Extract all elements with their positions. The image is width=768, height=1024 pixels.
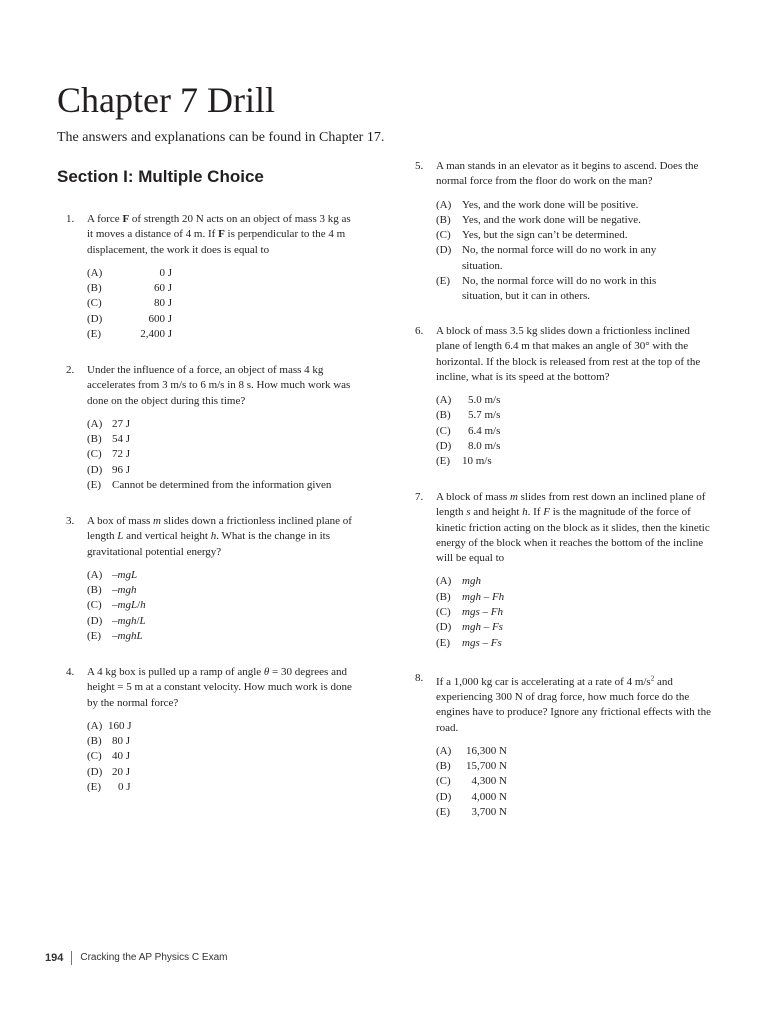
question-stem	[66, 363, 356, 409]
option-label: (A)	[87, 417, 103, 430]
option-value: 5.7 m/s	[468, 409, 501, 422]
option-value: mgh – Fs	[462, 621, 503, 634]
option-label: (B)	[436, 760, 451, 773]
option-label: (D)	[436, 244, 452, 257]
answer-option-d[interactable]	[87, 312, 356, 327]
option-label: (D)	[436, 440, 452, 453]
question-7	[415, 490, 715, 651]
question-5	[415, 159, 715, 305]
question-text: If a 1,000 kg car is accelerating at a rate of 4 $m/s^2$ and experiencing 300 N of drag force, how much force do the engines have to produce? Ignore any frictional effects with the road.	[436, 674, 711, 734]
option-label: (E)	[87, 630, 102, 643]
section-heading: Section I: Multiple Choice	[57, 167, 264, 186]
answer-options	[66, 417, 356, 493]
question-stem	[66, 665, 356, 711]
option-value: 4,000 N	[471, 790, 507, 803]
option-label: (B)	[436, 590, 451, 603]
option-value: 72 J	[112, 448, 131, 461]
answer-option-e[interactable]	[436, 274, 715, 305]
option-value: mgs – Fs	[462, 636, 502, 649]
option-value: 80 J	[112, 735, 131, 748]
answer-option-c[interactable]	[436, 774, 720, 789]
intro-text: The answers and explanations can be found in Chapter 17.	[57, 130, 385, 145]
option-value: 0 J	[159, 266, 172, 279]
answer-option-d[interactable]	[436, 790, 720, 805]
option-value: 54 J	[112, 433, 131, 446]
option-value: 6.4 m/s	[468, 424, 501, 437]
option-label: (B)	[87, 735, 102, 748]
option-value: 600 J	[148, 312, 172, 325]
option-label: (D)	[436, 621, 452, 634]
answer-option-e[interactable]	[87, 478, 356, 493]
option-label: (C)	[436, 606, 451, 619]
answer-option-d[interactable]	[436, 439, 715, 454]
question-stem	[66, 212, 356, 258]
option-value: mgs – Fh	[462, 606, 503, 619]
answer-option-c[interactable]	[87, 296, 356, 311]
option-label: (C)	[436, 229, 451, 242]
option-value: –mgh	[112, 584, 137, 597]
answer-option-c[interactable]	[87, 598, 356, 613]
question-number: 4.	[66, 666, 75, 678]
option-value: Yes, and the work done will be positive.	[462, 198, 639, 211]
option-label: (B)	[87, 282, 102, 295]
question-text: Under the influence of a force, an object of mass 4 kg accelerates from 3 m/s to 6 m/s in 8 s. How much work was done on the object during this time?	[87, 364, 351, 407]
answer-option-d[interactable]	[87, 614, 356, 629]
question-stem	[415, 159, 715, 190]
question-number: 1.	[66, 213, 75, 225]
option-label: (C)	[87, 750, 102, 763]
answer-option-a[interactable]	[87, 417, 356, 432]
option-value: 80 J	[153, 297, 172, 310]
answer-option-d[interactable]	[87, 463, 356, 478]
option-value: 60 J	[153, 282, 172, 295]
option-value: mgh – Fh	[462, 590, 505, 603]
option-label: (A)	[87, 266, 103, 279]
option-value: 4,300 N	[471, 775, 507, 788]
answer-option-e[interactable]	[87, 629, 356, 644]
answer-option-c[interactable]	[436, 424, 715, 439]
answer-option-e[interactable]	[436, 636, 715, 651]
answer-option-e[interactable]	[436, 805, 720, 820]
option-value: 8.0 m/s	[468, 440, 501, 453]
book-title: Cracking the AP Physics C Exam	[80, 952, 228, 963]
question-number: 8.	[415, 672, 424, 684]
answer-option-c[interactable]	[87, 447, 356, 462]
question-stem	[66, 514, 356, 560]
option-label: (B)	[436, 409, 451, 422]
option-value: –mghL	[112, 630, 143, 643]
option-value: 40 J	[112, 750, 131, 763]
answer-option-a[interactable]	[436, 574, 715, 589]
question-number: 3.	[66, 515, 75, 527]
option-label: (D)	[87, 312, 103, 325]
answer-option-c[interactable]	[87, 749, 356, 764]
answer-options	[415, 198, 715, 305]
option-value: 0 J	[118, 781, 131, 794]
answer-option-d[interactable]	[87, 765, 356, 780]
question-text: A block of mass m slides from rest down an inclined plane of length s and height h. If F is the magnitude of the force of kinetic friction acting on the block as it slides, then the kinetic energy of the block when it reaches the bottom of the incline will be equal to	[436, 491, 710, 565]
answer-option-d[interactable]	[436, 243, 715, 274]
option-label: (E)	[87, 328, 102, 341]
option-value: 3,700 N	[471, 806, 507, 819]
question-6	[415, 324, 715, 470]
answer-options	[66, 719, 356, 795]
answer-options	[415, 744, 720, 820]
answer-option-b[interactable]	[87, 281, 356, 296]
option-value: 10 m/s	[462, 455, 492, 468]
option-label: (A)	[436, 198, 452, 211]
answer-option-e[interactable]	[87, 780, 356, 795]
option-value: Yes, but the sign can’t be determined.	[462, 229, 628, 242]
option-value: 27 J	[112, 417, 131, 430]
option-value: Cannot be determined from the information given	[112, 479, 332, 492]
option-label: (C)	[436, 424, 451, 437]
option-label: (E)	[436, 636, 451, 649]
question-stem	[415, 490, 715, 566]
page-footer	[45, 951, 227, 965]
answer-option-e[interactable]	[436, 454, 715, 469]
question-2	[66, 363, 356, 493]
answer-option-b[interactable]	[436, 590, 715, 605]
option-label: (C)	[436, 775, 451, 788]
answer-option-b[interactable]	[87, 583, 356, 598]
option-value: 16,300 N	[466, 744, 507, 757]
option-label: (B)	[87, 584, 102, 597]
page-title: Chapter 7 Drill	[57, 80, 275, 120]
answer-options	[66, 266, 356, 342]
question-text: A force F of strength 20 N acts on an object of mass 3 kg as it moves a distance of 4 m. If F is perpendicular to the 4 m displacement, the work it does is equal to	[87, 213, 351, 256]
answer-option-c[interactable]	[436, 228, 715, 243]
question-number: 7.	[415, 491, 424, 503]
option-label: (D)	[87, 765, 103, 778]
answer-options	[66, 568, 356, 644]
option-value: –mgL	[112, 568, 138, 581]
option-label: (C)	[87, 448, 102, 461]
answer-option-a[interactable]	[436, 393, 715, 408]
option-label: (C)	[87, 297, 102, 310]
question-text: A 4 kg box is pulled up a ramp of angle θ = 30 degrees and height = 5 m at a constant velocity. How much work is done by the normal force?	[87, 666, 352, 709]
footer-divider	[71, 951, 72, 965]
answer-option-b[interactable]	[87, 432, 356, 447]
option-value: 160 J	[108, 719, 132, 732]
option-value: –mgh/L	[112, 614, 146, 627]
option-label: (E)	[87, 781, 102, 794]
question-3	[66, 514, 356, 644]
option-label: (A)	[87, 568, 103, 581]
answer-option-b[interactable]	[436, 213, 715, 228]
answer-option-a[interactable]	[87, 568, 356, 583]
option-label: (C)	[87, 599, 102, 612]
question-4	[66, 665, 356, 795]
question-text: A block of mass 3.5 kg slides down a frictionless inclined plane of length 6.4 m that makes an angle of 30° with the horizontal. If the block is released from rest at the top of the incline, what is its speed at the bottom?	[436, 325, 701, 383]
question-stem	[415, 324, 715, 385]
option-label: (A)	[87, 719, 103, 732]
question-number: 5.	[415, 160, 424, 172]
answer-option-a[interactable]	[87, 719, 356, 734]
option-value: –mgL/h	[112, 599, 146, 612]
option-value: 2,400 J	[140, 328, 172, 341]
answer-options	[415, 393, 715, 469]
answer-option-b[interactable]	[436, 408, 715, 423]
question-text: A box of mass m slides down a frictionless inclined plane of length L and vertical height h. What is the change in its gravitational potential energy?	[87, 515, 352, 558]
answer-option-b[interactable]	[87, 734, 356, 749]
answer-option-e[interactable]	[87, 327, 356, 342]
option-label: (E)	[436, 455, 451, 468]
option-value: No, the normal force will do no work in any situation.	[462, 244, 657, 272]
answer-option-c[interactable]	[436, 605, 715, 620]
option-value: Yes, and the work done will be negative.	[462, 213, 641, 226]
option-label: (B)	[87, 433, 102, 446]
option-label: (A)	[436, 394, 452, 407]
question-number: 2.	[66, 364, 75, 376]
question-stem	[415, 671, 720, 736]
answer-option-a[interactable]	[436, 744, 720, 759]
answer-option-b[interactable]	[436, 759, 720, 774]
question-1	[66, 212, 356, 342]
question-8	[415, 671, 720, 820]
option-label: (D)	[436, 790, 452, 803]
option-label: (D)	[87, 463, 103, 476]
option-value: No, the normal force will do no work in this situation, but it can in others.	[462, 275, 657, 303]
option-value: 96 J	[112, 463, 131, 476]
option-label: (A)	[436, 744, 452, 757]
option-label: (B)	[436, 213, 451, 226]
option-label: (E)	[436, 806, 451, 819]
answer-option-d[interactable]	[436, 620, 715, 635]
question-text: A man stands in an elevator as it begins to ascend. Does the normal force from the floor do work on the man?	[436, 160, 699, 188]
option-value: 5.0 m/s	[468, 394, 501, 407]
answer-option-a[interactable]	[87, 266, 356, 281]
option-value: 15,700 N	[466, 760, 507, 773]
option-label: (E)	[436, 275, 451, 288]
option-value: 20 J	[112, 765, 131, 778]
option-value: mgh	[462, 575, 481, 588]
option-label: (E)	[87, 479, 102, 492]
question-number: 6.	[415, 325, 424, 337]
answer-options	[415, 574, 715, 650]
page-number: 194	[45, 952, 64, 964]
option-label: (D)	[87, 614, 103, 627]
answer-option-a[interactable]	[436, 198, 715, 213]
option-label: (A)	[436, 575, 452, 588]
